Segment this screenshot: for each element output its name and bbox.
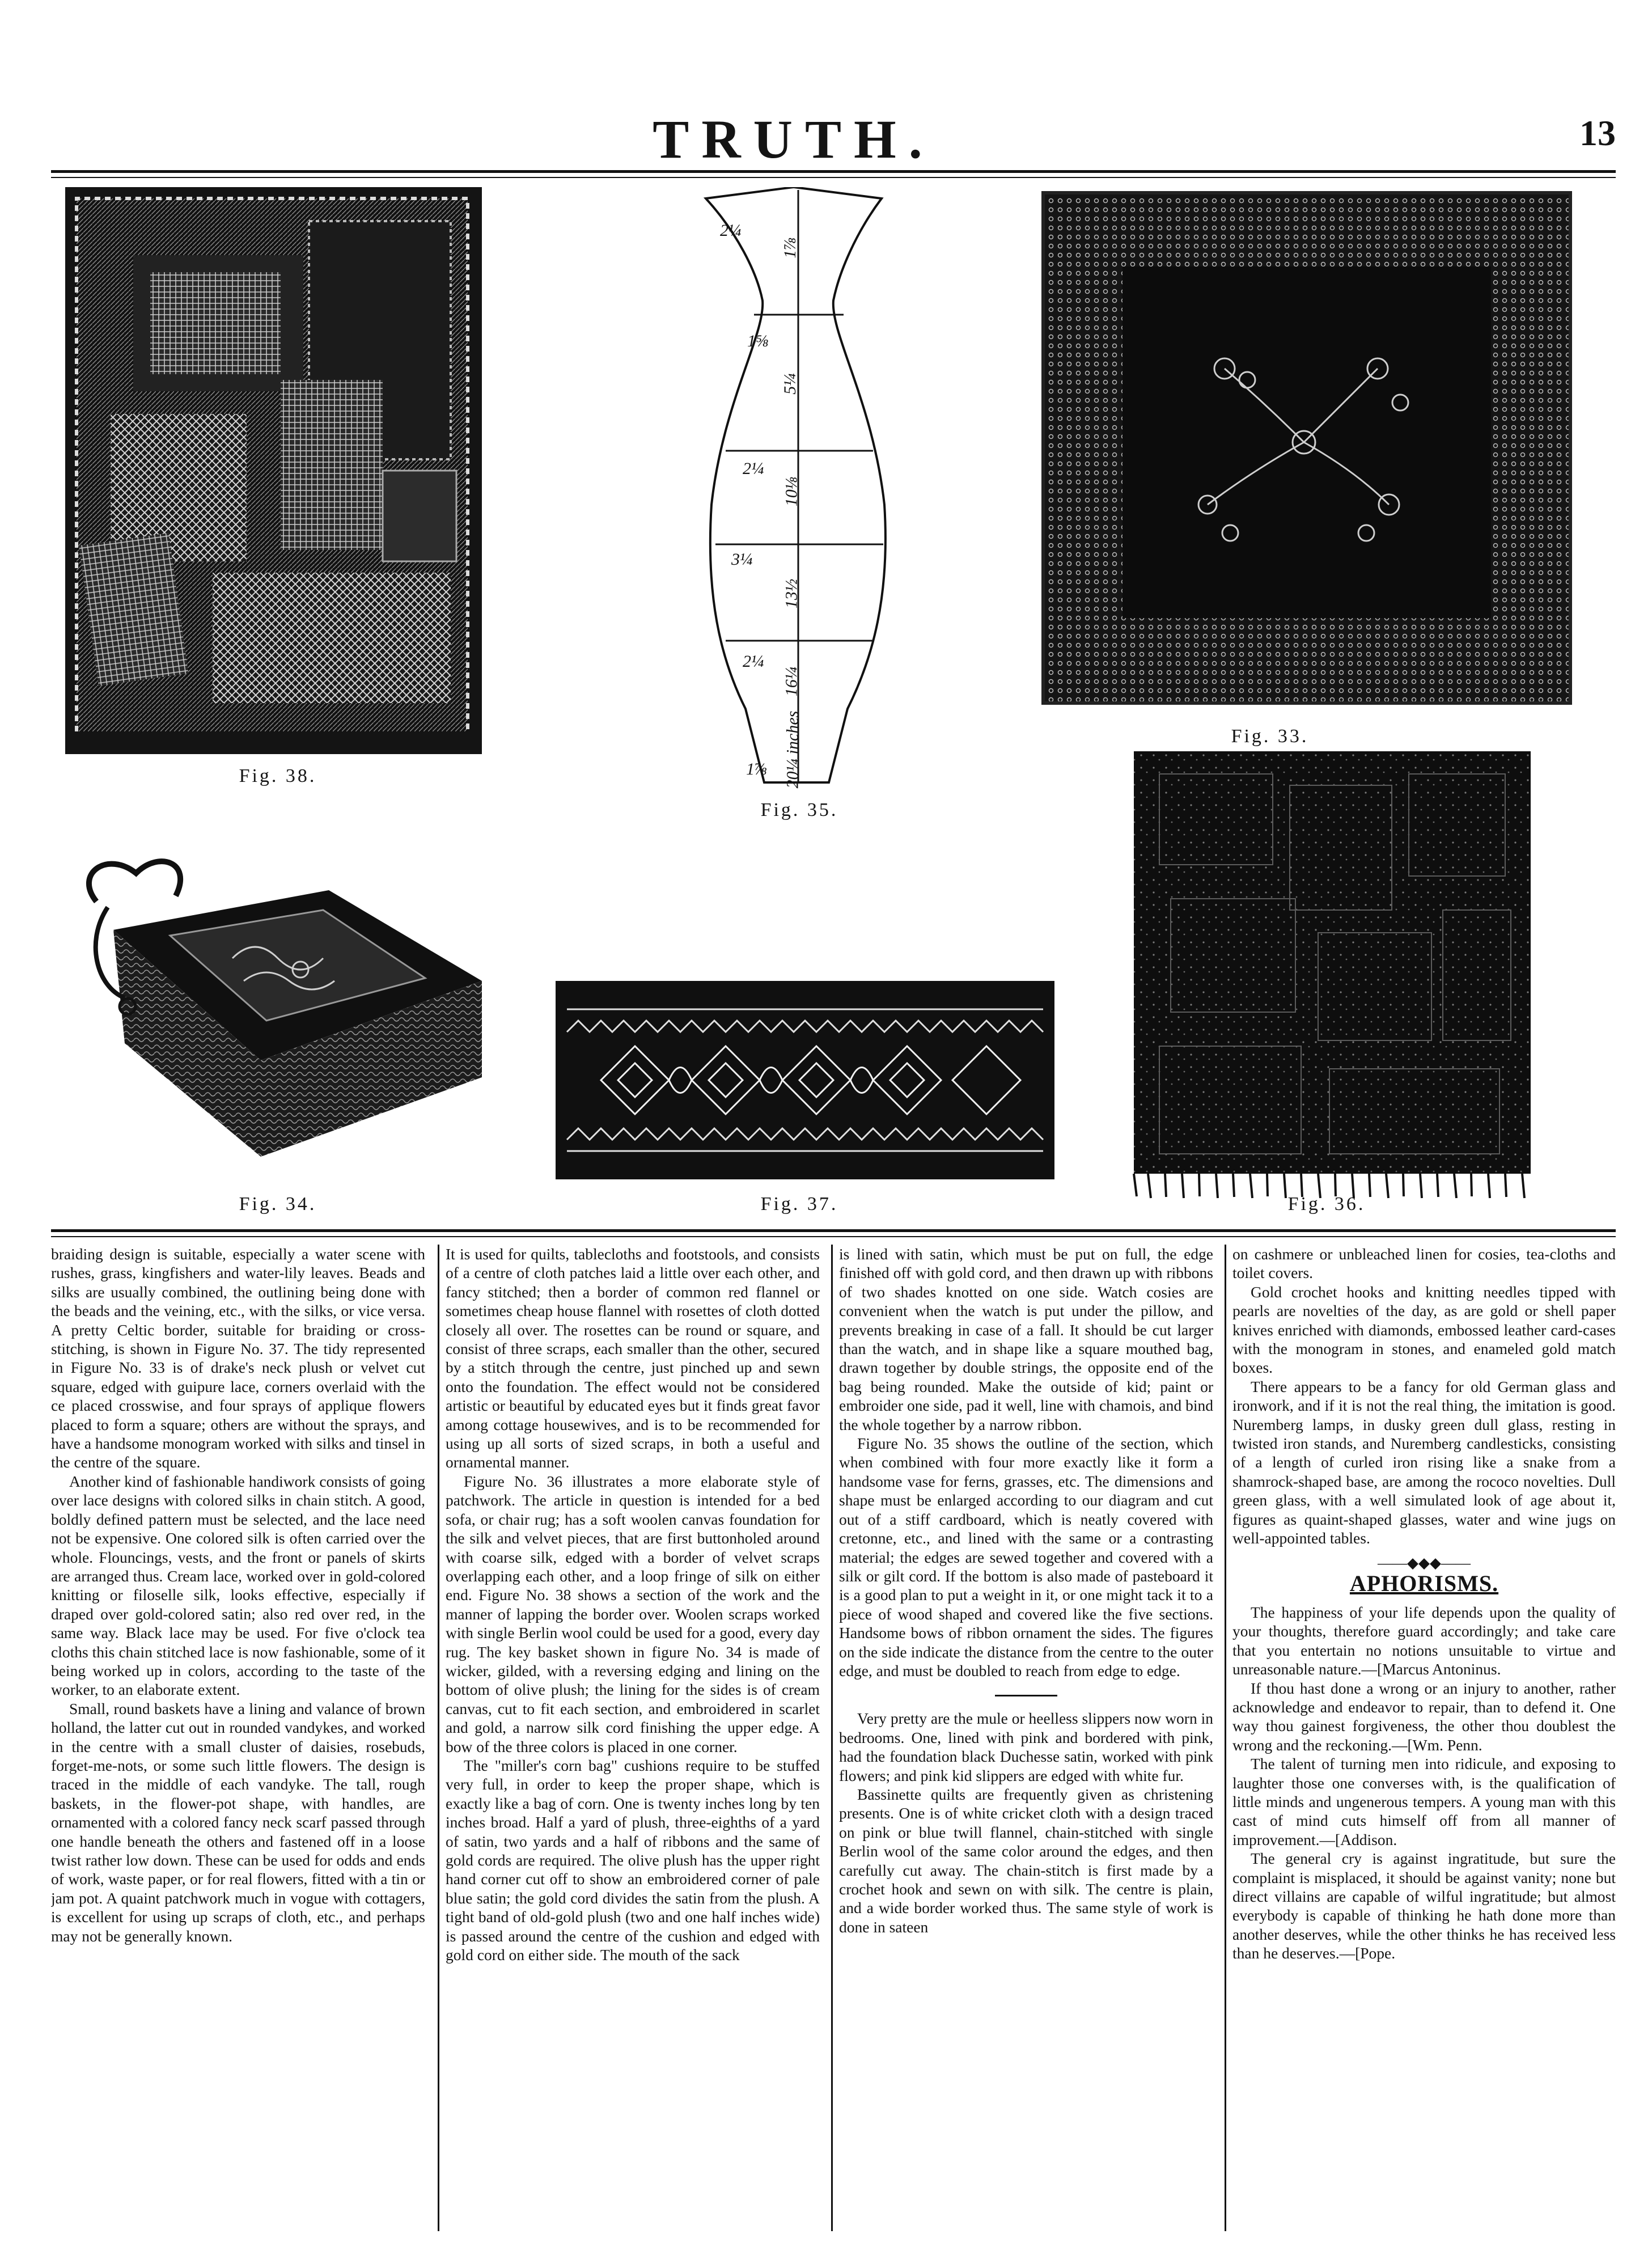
fig-35-vase-diagram	[697, 187, 901, 794]
aphorism: The happiness of your life depends upon the quality of your thoughts, therefore guard accordingly; and take care that you entertain no notions unsuitable to virtue and unreasonable nature.—[Marcus Antoninus.	[1232, 1603, 1616, 1678]
height-label: 1⅞	[780, 237, 799, 259]
paragraph: It is used for quilts, tablecloths and footstools, and consists of a centre of cloth patches laid a little over each other, and fancy stitched; then a border of common red flannel or sometimes cheap house flannel with rosettes of cloth dotted closely all over. The rosettes can be round or square, and consist of three scraps, each smaller than the other, secured by a stitch through the centre, just pinched up and sewn onto the foundation. The effect would not be considered artistic or beautiful by educated eyes but it finds great favor among cottage housewives, and is to be recommended for using up all sorts of sized scraps, in both a useful and ornamental manner.	[446, 1245, 820, 1471]
width-label: 1⅞	[746, 760, 768, 778]
paragraph: Very pretty are the mule or heelless slippers now worn in bedrooms. One, lined with pink and bordered with pink, had the foundation black Duchesse satin, worked with pink flowers; and pink kid slippers are edged with white fur.	[839, 1710, 1213, 1784]
column-divider	[438, 1245, 439, 2231]
celtic-border-engraving	[556, 981, 1054, 1179]
width-label: 2¼	[743, 459, 764, 478]
width-label: 2¼	[720, 221, 742, 240]
width-label: 3¼	[731, 550, 753, 569]
text-column-4	[1232, 1245, 1616, 2231]
height-label: 10⅛	[782, 476, 801, 507]
fig-38-caption: Fig. 38.	[239, 765, 317, 786]
fig-38-patchwork-illustration	[65, 187, 482, 754]
patchwork-engraving	[65, 187, 482, 754]
fig-37-caption: Fig. 37.	[760, 1194, 838, 1215]
fig-33-caption: Fig. 33.	[1231, 726, 1309, 747]
section-separator	[995, 1695, 1057, 1696]
height-label: 16¼	[782, 666, 801, 697]
height-label: 20¼ inches	[783, 710, 802, 789]
paragraph: Figure No. 36 illustrates a more elaborate style of patchwork. The article in question is intended for a bed sofa, or chair rug; has a soft woolen canvas foundation for the silk and velvet pieces, that are first buttonholed around with coarse silk, edged with a border of velvet scraps overlapping each other, and a loop fringe of silk on either end. Figure No. 38 shows a section of the work and the manner of lapping the border over. Woolen scraps worked with single Berlin wool could be used for a good, every day rug. The key basket shown in figure No. 34 is made of wicker, gilded, with a reversing edging and lining on the bottom of olive plush; the lining for the sides is of cream canvas, cut to fit each section, and embroidered in scarlet and gold, a narrow silk cord finishing the upper edge. A bow of the three colors is placed in one corner.	[446, 1472, 820, 1755]
page-number: 13	[1579, 113, 1616, 153]
paragraph: Another kind of fashionable handiwork consists of going over lace designs with colored silks in chain stitch. A good, boldly defined pattern must be selected, and the lace need not be expensive. One colored silk is often carried over the whole. Flouncings, vests, and the front or panels of skirts are arranged thus. Cream lace, worked over in gold-colored knitting or filoselle silk, looks effective, especially if draped over gold-colored satin; also red over red, in the same way. Black lace may be used. For five o'clock tea cloths this chain stitched lace is now fashionable, some of it being worked up in colors, according to the taste of the worker, to an elaborate extent.	[51, 1472, 425, 1699]
fig-36-caption: Fig. 36.	[1287, 1194, 1366, 1215]
patchwork-rug-engraving	[1125, 751, 1539, 1199]
key-basket-engraving	[62, 839, 493, 1185]
text-column-1	[51, 1245, 425, 2231]
ornamental-divider: ——◆◆◆——	[1378, 1554, 1471, 1571]
masthead	[51, 102, 1616, 170]
paragraph: Bassinette quilts are frequently given as christening presents. One is of white cricket cloth with a design traced on pink or blue twill flannel, chain-stitched with single Berlin wool of the same color around the edges, and then carefully cut away. The chain-stitch is first made by a crochet hook and sewn on with silk. The centre is plain, and a wide border worked thus. The same style of work is done in sateen	[839, 1785, 1213, 1936]
fig-36-patchwork-rug-illustration	[1125, 751, 1539, 1199]
paragraph: Figure No. 35 shows the outline of the section, which when combined with four more exactly like it form a handsome vase for ferns, grasses, etc. The dimensions and shape must be enlarged according to our diagram and cut out of a stiff cardboard, which is neatly covered with cretonne, etc., and lined with the same or a contrasting material; the edges are sewed together and covered with a silk or gilt cord. If the bottom is also made of pasteboard it is a good plan to put a weight in it, or one might tack it to a piece of wood shaped and covered like the five sections. Handsome bows of ribbon ornament the sides. The figures on the side indicate the distance from the centre to the outer edge, and must be doubled to reach from edge to edge.	[839, 1435, 1213, 1679]
paragraph: The "miller's corn bag" cushions require to be stuffed very full, in order to keep the proper shape, which is exactly like a bag of corn. One is twenty inches long by ten inches broad. Half a yard of plush, three-eighths of a yard of satin, two yards and a half of ribbons and the same of gold cords are required. The olive plush has the upper right hand corner cut off to show an embroidered corner of pale blue satin; the gold cord divides the satin from the plush. A tight band of old-gold plush (two and one half inches wide) is passed around the centre of the cushion and edged with gold cord on either side. The mouth of the sack	[446, 1756, 820, 1964]
newspaper-title: TRUTH.	[653, 109, 935, 170]
aphorism: The general cry is against ingratitude, but sure the complaint is misplaced, it should be against vanity; none but direct villains are capable of wilful ingratitude; but almost everybody is capable of thinking he hath done more than another deserves, while the other thinks he has received less than he deserves.—[Pope.	[1232, 1850, 1616, 1962]
masthead-rule	[51, 170, 1616, 178]
column-divider	[1225, 1245, 1226, 2231]
text-column-3	[839, 1245, 1213, 2231]
paragraph: There appears to be a fancy for old German glass and ironwork, and if it is not the real thing, the imitation is good. Nuremberg lamps, in dusky green dull glass, resting in twisted iron stands, and Nuremberg candlesticks, consisting of a length of curled iron rising like a snake from a shamrock-shaped base, are among the rococo novelties. Dull green glass, with a well simulated look of age about it, figures as quaint-shaped glasses, water and wine jugs on well-appointed tables.	[1232, 1377, 1616, 1547]
fig-37-celtic-border-illustration	[556, 981, 1054, 1179]
aphorism: If thou hast done a wrong or an injury to another, rather acknowledge and endeavor to repair, than to defend it. One way thou gainest forgiveness, the other thou doublest the wrong and the reckoning.—[Wm. Penn.	[1232, 1679, 1616, 1754]
height-label: 13½	[782, 578, 801, 609]
paragraph: is lined with satin, which must be put on full, the edge finished off with gold cord, and then drawn up with ribbons of two shades knotted on one side. Watch cosies are convenient when the watch is put under the pillow, and prevents breaking in case of a fall. It should be cut larger than the watch, and in shape like a square mouthed bag, drawn together by double strings, the opposite end of the bag being rounded. Make the outside of kid; paint or embroider one side, pad it well, line with chamois, and bind the whole together by a narrow ribbon.	[839, 1245, 1213, 1433]
aphorism: The talent of turning men into ridicule, and exposing to laughter those one converses with, is the qualification of little minds and ungenerous tempers. A young man with this cast of mind cuts himself off from all manner of improvement.—[Addison.	[1232, 1755, 1616, 1848]
fig-35-caption: Fig. 35.	[760, 799, 838, 820]
lace-tidy-engraving	[1037, 187, 1576, 720]
fig-33-lace-tidy-illustration	[1037, 187, 1576, 720]
paragraph: braiding design is suitable, especially a water scene with rushes, grass, kingfishers and water-lily leaves. Beads and silks are usually combined, the outlining being done with the beads and the veining, etc., with the silks, or vice versa. A pretty Celtic border, suitable for braiding or cross-stitching, is shown in Figure No. 37. The tidy represented in Figure No. 33 is of drake's neck plush or velvet cut square, edged with guipure lace, corners overlaid with the ce placed crosswise, and four sprays of applique flowers placed to form a square; others are without the sprays, and have a handsome monogram worked with silks and tinsel in the centre of the square.	[51, 1245, 425, 1471]
fig-34-caption: Fig. 34.	[239, 1194, 317, 1215]
paragraph: Small, round baskets have a lining and valance of brown holland, the latter cut out in rounded vandykes, and worked in the centre with a small cluster of daisies, rosebuds, forget-me-nots, or some such little flowers. The design is traced in the middle of each vandyke. The tall, rough baskets, in the flower-pot shape, with handles, are ornamented with a colored fancy neck scarf passed through one handle beneath the others and fastened off in a loose twist rather low down. These can be used for odds and ends of work, waste paper, or for real flowers, fitted with a tin or jam pot. A quaint patchwork much in vogue with cottagers, is excellent for using up scraps of cloth, etc., and perhaps may not be generally known.	[51, 1699, 425, 1945]
height-label: 5¼	[780, 373, 799, 395]
aphorisms-heading: APHORISMS.	[1349, 1570, 1499, 1596]
paragraph: on cashmere or unbleached linen for cosies, tea-cloths and toilet covers.	[1232, 1245, 1616, 1282]
fig-34-key-basket-illustration	[62, 839, 493, 1185]
width-label: 2¼	[743, 652, 764, 671]
width-label: 1⅝	[747, 332, 769, 350]
text-section-rule	[51, 1229, 1616, 1237]
paragraph: Gold crochet hooks and knitting needles tipped with pearls are novelties of the day, as are gold or shell paper knives enriched with diamonds, embossed leather card-cases with the monogram in stones, and enameled gold match boxes.	[1232, 1283, 1616, 1377]
text-column-2	[446, 1245, 820, 2231]
column-divider	[831, 1245, 833, 2231]
